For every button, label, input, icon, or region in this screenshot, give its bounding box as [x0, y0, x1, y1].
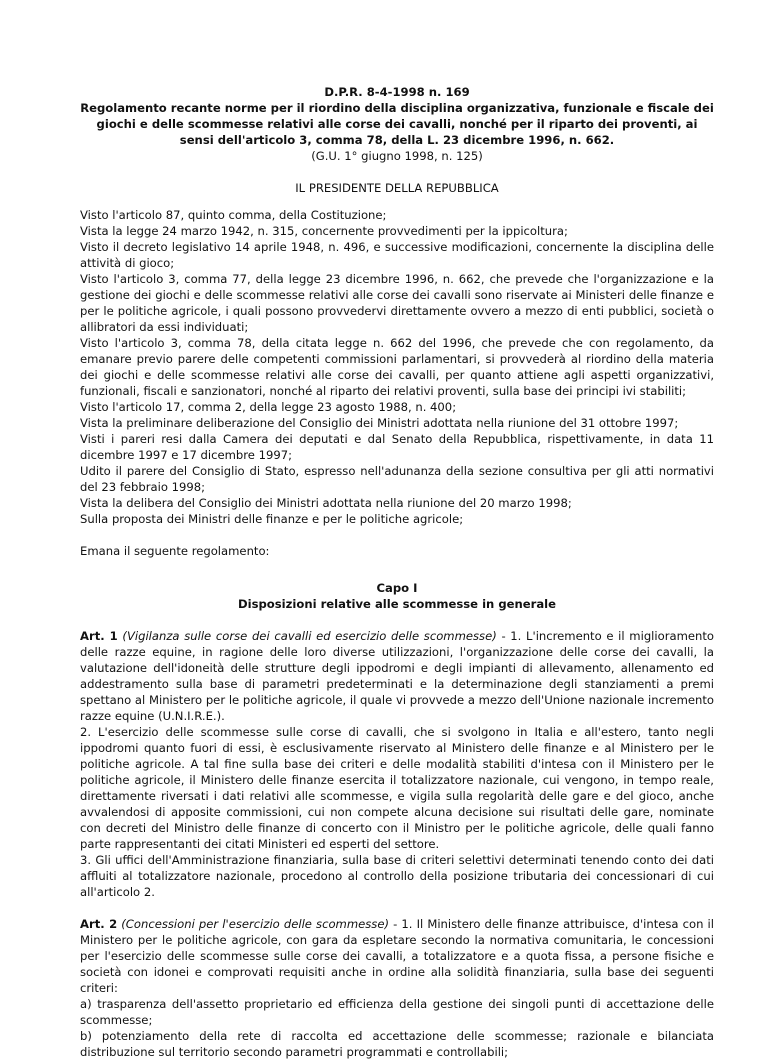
- preamble-line: Visti i pareri resi dalla Camera dei deputati e dal Senato della Repubblica, rispettivamente, in data 11 dicembre 1997 e 17 dicembre 1997;: [80, 432, 714, 462]
- article-1-paragraph-2: 2. L'esercizio delle scommesse sulle corse di cavalli, che si svolgono in Italia e all'estero, tanto negli ippodromi quanto fuori di essi, è esclusivamente riservato al Ministero delle finanze e al Ministero per le politiche agricole. A tal fine sulla base dei criteri e delle modalità stabiliti d'intesa con il Ministero per le politiche agricole, il Ministero delle finanze esercita il totalizzatore nazionale, cui vengono, in tempo reale, direttamente riversati i dati relativi alle scommesse, e vigila sulla regolarità delle gare e del gioco, anche avvalendosi di apposite commissioni, cui non compete alcuna decisione sui risultati delle gare, nominate con decreti del Ministro delle finanze di concerto con il Ministro per le politiche agricole, delle quali fanno parte rappresentanti dei citati Ministeri ed esperti del settore.: [80, 725, 714, 851]
- preamble-line: Visto l'articolo 3, comma 78, della citata legge n. 662 del 1996, che prevede che con regolamento, da emanare previo parere delle competenti commissioni parlamentari, si provvederà al riordino della materia dei giochi e delle scommesse relativi alle corse dei cavalli, per quanto attiene agli aspetti organizzativi, funzionali, fiscali e sanzionatori, nonché al riparto dei relativi proventi, sulla base dei principi ivi stabiliti;: [80, 336, 714, 398]
- decree-title: Regolamento recante norme per il riordino della disciplina organizzativa, funzionale e fiscale dei giochi e delle scommesse relativi alle corse dei cavalli, nonché per il riparto dei proventi, ai sensi dell'articolo 3, comma 78, della L. 23 dicembre 1996, n. 662.: [80, 101, 714, 147]
- president-heading: IL PRESIDENTE DELLA REPUBBLICA: [295, 181, 499, 195]
- article-2: [80, 916, 714, 1060]
- article-1-text: - 1. L'incremento e il miglioramento delle razze equine, in ragione delle loro diverse utilizzazioni, l'organizzazione delle corse dei cavalli, la valutazione dell'idoneità delle strutture degli ippodromi e degli impianti di allevamento, allenamento ed addestramento sulla base di parametri predeterminati e la determinazione degli stanziamenti a premi spettano al Ministero per le politiche agricole, il quale vi provvede a mezzo dell'Unione nazionale incremento razze equine (U.N.I.R.E.).: [80, 629, 714, 723]
- preamble: [80, 207, 714, 527]
- preamble-line: Visto il decreto legislativo 14 aprile 1948, n. 496, e successive modificazioni, concernente la disciplina delle attività di gioco;: [80, 240, 714, 270]
- gazette-reference: (G.U. 1° giugno 1998, n. 125): [311, 149, 483, 163]
- preamble-line: Vista la legge 24 marzo 1942, n. 315, concernente provvedimenti per la ippicoltura;: [80, 224, 568, 238]
- chapter-title: Disposizioni relative alle scommesse in generale: [238, 597, 556, 611]
- article-1: [80, 628, 714, 900]
- article-1-paragraph-1: [80, 628, 714, 724]
- article-2-paragraph-1: [80, 916, 714, 996]
- preamble-line: Visto l'articolo 17, comma 2, della legge 23 agosto 1988, n. 400;: [80, 400, 457, 414]
- article-1-subtitle: (Vigilanza sulle corse dei cavalli ed esercizio delle scommesse): [122, 629, 497, 643]
- decree-number: D.P.R. 8-4-1998 n. 169: [324, 85, 470, 99]
- preamble-line: Vista la preliminare deliberazione del Consiglio dei Ministri adottata nella riunione del 31 ottobre 1997;: [80, 416, 679, 430]
- enactment-line: Emana il seguente regolamento:: [80, 544, 270, 558]
- preamble-line: Visto l'articolo 3, comma 77, della legge 23 dicembre 1996, n. 662, che prevede che l'organizzazione e la gestione dei giochi e delle scommesse relativi alle corse dei cavalli sono riservate ai Ministeri delle finanze e per le politiche agricole, i quali possono provvedervi direttamente ovvero a mezzo di enti pubblici, società o allibratori da essi individuati;: [80, 272, 714, 334]
- article-1-heading: Art. 1: [80, 629, 118, 643]
- article-2-text: - 1. Il Ministero delle finanze attribuisce, d'intesa con il Ministero per le politiche agricole, con gara da espletare secondo la normativa comunitaria, le concessioni per l'esercizio delle scommesse sulle corse dei cavalli, a totalizzatore e a quota fissa, a persone fisiche e società con idonei e comprovati requisiti anche in ordine alla solidità finanziaria, sulla base dei seguenti criteri:: [80, 917, 715, 995]
- preamble-line: Vista la delibera del Consiglio dei Ministri adottata nella riunione del 20 marzo 1998;: [80, 496, 572, 510]
- article-2-subtitle: (Concessioni per l'esercizio delle scommesse): [121, 917, 390, 931]
- preamble-line: Sulla proposta dei Ministri delle finanze e per le politiche agricole;: [80, 512, 464, 526]
- chapter-number: Capo I: [376, 581, 418, 595]
- article-1-paragraph-3: 3. Gli uffici dell'Amministrazione finanziaria, sulla base di criteri selettivi determinati tenendo conto dei dati affluiti al totalizzatore nazionale, procedono al controllo della posizione tributaria dei concessionari di cui all'articolo 2.: [80, 853, 714, 899]
- preamble-line: Visto l'articolo 87, quinto comma, della Costituzione;: [80, 208, 387, 222]
- preamble-line: Udito il parere del Consiglio di Stato, espresso nell'adunanza della sezione consultiva per gli atti normativi del 23 febbraio 1998;: [80, 464, 714, 494]
- chapter-heading: [80, 580, 714, 612]
- document-header: [80, 84, 714, 164]
- article-2-item-b: b) potenziamento della rete di raccolta ed accettazione delle scommesse; razionale e bilanciata distribuzione sul territorio secondo parametri programmati e controllabili;: [80, 1029, 714, 1059]
- article-2-item-a: a) trasparenza dell'assetto proprietario ed efficienza della gestione dei singoli punti di accettazione delle scommesse;: [80, 997, 714, 1027]
- article-2-heading: Art. 2: [80, 917, 118, 931]
